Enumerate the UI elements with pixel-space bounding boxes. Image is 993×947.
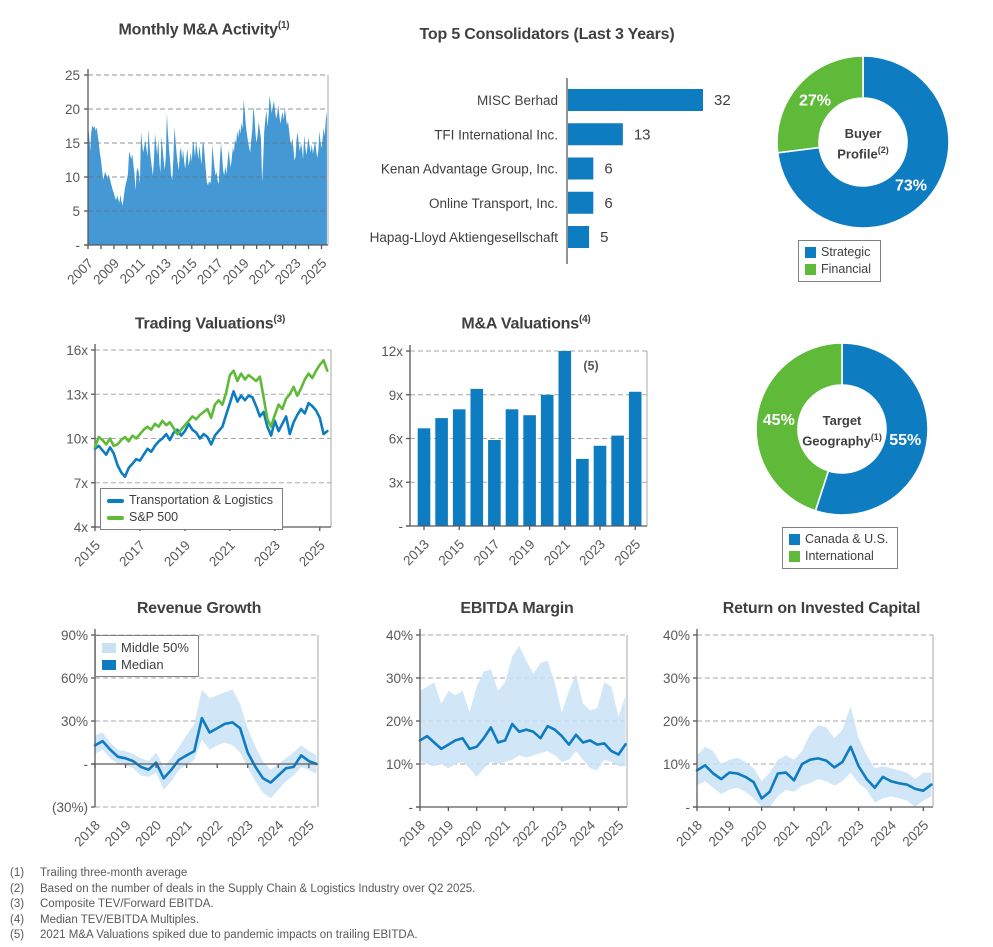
sp500-swatch [107,516,124,520]
ebitda-margin-title: EBITDA Margin [460,600,574,617]
ma-valuations-chart [365,312,675,582]
svg-text:2022: 2022 [193,817,226,850]
svg-text:3x: 3x [388,475,403,491]
svg-text:60%: 60% [60,671,88,686]
svg-text:2011: 2011 [116,255,149,287]
svg-text:TFI International Inc.: TFI International Inc. [434,127,558,143]
svg-text:2021: 2021 [481,817,514,850]
buyer-profile-chart [754,40,993,285]
svg-text:MISC Berhad: MISC Berhad [476,93,558,108]
revenue-growth-chart [8,598,332,880]
svg-text:2013: 2013 [142,255,174,288]
svg-text:2017: 2017 [193,255,226,288]
svg-text:2023: 2023 [271,255,304,288]
svg-text:25: 25 [64,68,80,83]
svg-text:27%: 27% [798,92,832,110]
svg-text:40%: 40% [385,628,413,643]
svg-text:55%: 55% [889,432,922,450]
svg-text:2013: 2013 [400,536,433,569]
legend-label-median: Median [121,657,164,672]
financial-swatch [805,264,816,275]
svg-text:10: 10 [64,170,80,185]
median-swatch [102,660,116,670]
svg-text:2023: 2023 [834,817,867,850]
top5-consolidators-chart [340,24,776,274]
svg-text:2023: 2023 [224,817,256,850]
buyer-profile-center-label: Buyer Profile$^{(2)}$ [837,126,889,162]
svg-text:20: 20 [64,102,80,117]
svg-text:30%: 30% [385,671,413,686]
legend-label-canada-us: Canada & U.S. [805,532,889,546]
legend-label-strategic: Strategic [821,245,871,259]
svg-text:2019: 2019 [505,536,538,569]
ebitda-margin-chart [338,598,662,880]
monthly-ma-activity-plot [8,18,342,300]
svg-text:-: - [83,757,88,772]
svg-text:90%: 90% [60,628,88,643]
svg-text:2025: 2025 [285,817,317,850]
monthly-ma-activity-title: Monthly M&A Activity$^{(1)}$ [118,20,290,39]
svg-text:20%: 20% [385,714,413,729]
svg-text:-: - [75,238,80,253]
ma-valuations-title: M&A Valuations$^{(4)}$ [461,314,591,333]
buyer-profile-legend [798,240,881,282]
svg-text:30%: 30% [662,671,690,686]
roic-plot [660,598,993,880]
svg-text:5: 5 [72,204,80,219]
svg-text:2018: 2018 [673,817,706,850]
svg-text:2018: 2018 [396,817,429,850]
middle50-swatch [102,643,116,653]
svg-text:6: 6 [604,160,613,178]
svg-text:2023: 2023 [538,817,570,850]
svg-text:12x: 12x [381,344,403,359]
trading-valuations-plot [55,312,365,582]
transportation-logistics-swatch [107,499,124,503]
svg-text:30%: 30% [60,714,88,729]
svg-text:10x: 10x [66,431,88,447]
svg-text:7x: 7x [73,475,88,491]
svg-text:2025: 2025 [594,817,627,850]
svg-text:2015: 2015 [435,536,468,569]
roic-title: Return on Invested Capital [722,600,921,617]
svg-text:Kenan Advantage Group, Inc.: Kenan Advantage Group, Inc. [380,161,558,177]
svg-text:2020: 2020 [452,817,485,850]
svg-text:2019: 2019 [101,817,134,850]
footnote-5: (5) 2021 M&A Valuations spiked due to pandemic impacts on trailing EBITDA. [10,929,418,942]
svg-text:2015: 2015 [71,537,104,570]
svg-text:2020: 2020 [737,817,770,850]
footnote-3: (3) Composite TEV/Forward EBITDA. [10,898,214,911]
svg-text:2017: 2017 [116,537,149,570]
svg-text:13x: 13x [66,387,88,403]
legend-label-financial: Financial [821,262,872,276]
svg-text:2021: 2021 [245,255,278,288]
svg-text:2021: 2021 [162,817,195,850]
legend-label-transportation: Transportation & Logistics [129,493,274,507]
target-geography-chart [740,330,993,570]
svg-text:32: 32 [714,92,731,109]
svg-text:2025: 2025 [899,817,932,850]
svg-text:2024: 2024 [254,817,287,850]
svg-text:2022: 2022 [509,817,542,850]
svg-text:Online Transport, Inc.: Online Transport, Inc. [428,195,558,211]
legend-label-middle50: Middle 50% [121,640,189,655]
svg-text:2020: 2020 [132,817,165,850]
footnote-4: (4) Median TEV/EBITDA Multiples. [10,913,199,926]
svg-text:16x: 16x [66,343,88,358]
svg-text:2009: 2009 [90,255,123,288]
trading-valuations-chart [55,312,365,582]
svg-text:2015: 2015 [168,255,200,288]
svg-text:2017: 2017 [470,536,503,569]
roic-chart [660,598,993,880]
trading-valuations-title: Trading Valuations$^{(3)}$ [134,314,286,333]
revenue-growth-title: Revenue Growth [136,600,262,617]
svg-text:2025: 2025 [297,255,330,288]
svg-text:10%: 10% [662,757,690,772]
legend-label-sp500: S&P 500 [129,510,179,524]
svg-text:10%: 10% [385,757,413,772]
svg-text:2022: 2022 [802,817,835,850]
svg-text:2024: 2024 [566,817,599,850]
monthly-ma-activity-chart [8,18,342,300]
svg-text:2023: 2023 [576,536,609,569]
international-swatch [789,551,800,562]
ma-valuations-plot [365,312,675,582]
footnotes [10,866,475,944]
svg-text:(5): (5) [583,359,599,373]
svg-text:Hapag-Lloyd Aktiengesellschaft: Hapag-Lloyd Aktiengesellschaft [369,230,558,245]
svg-text:(30%): (30%) [51,800,88,815]
svg-text:2021: 2021 [541,536,573,569]
footnote-2: (2) Based on the number of deals in the Supply Chain & Logistics Industry over Q2 2025. [10,882,476,895]
target-geography-legend [782,527,898,569]
svg-text:6x: 6x [388,431,403,447]
strategic-swatch [805,247,816,258]
svg-text:2019: 2019 [705,817,738,850]
svg-text:2007: 2007 [64,255,97,288]
svg-text:13: 13 [633,126,651,144]
svg-text:5: 5 [600,229,609,246]
svg-text:2025: 2025 [611,536,644,569]
svg-text:2019: 2019 [424,817,457,850]
svg-text:2019: 2019 [219,255,252,288]
legend-label-international: International [805,549,874,563]
top5-consolidators-plot [340,24,776,274]
svg-text:40%: 40% [662,628,690,643]
svg-text:2023: 2023 [251,537,283,570]
svg-text:-: - [408,800,413,815]
svg-text:20%: 20% [662,714,690,729]
svg-text:2019: 2019 [161,537,194,570]
svg-text:45%: 45% [762,411,795,429]
top5-consolidators-title: Top 5 Consolidators (Last 3 Years) [419,26,675,43]
target-geography-center-label: Target Geography$^{(1)}$ [802,413,882,449]
svg-text:2018: 2018 [71,817,104,850]
revenue-growth-legend [95,635,199,677]
svg-text:-: - [398,519,403,534]
svg-text:6: 6 [604,194,613,212]
svg-text:2021: 2021 [770,817,803,850]
svg-text:73%: 73% [894,177,928,195]
svg-text:15: 15 [64,136,80,151]
svg-text:2024: 2024 [867,817,900,850]
svg-text:9x: 9x [388,387,403,403]
canada-us-swatch [789,534,800,545]
trading-valuations-legend [100,488,283,530]
svg-text:2021: 2021 [206,537,238,570]
svg-text:-: - [685,800,690,815]
svg-text:4x: 4x [73,520,88,535]
footnote-1: (1) Trailing three-month average [10,867,188,879]
svg-text:2025: 2025 [296,537,328,570]
ebitda-margin-plot [338,598,662,880]
